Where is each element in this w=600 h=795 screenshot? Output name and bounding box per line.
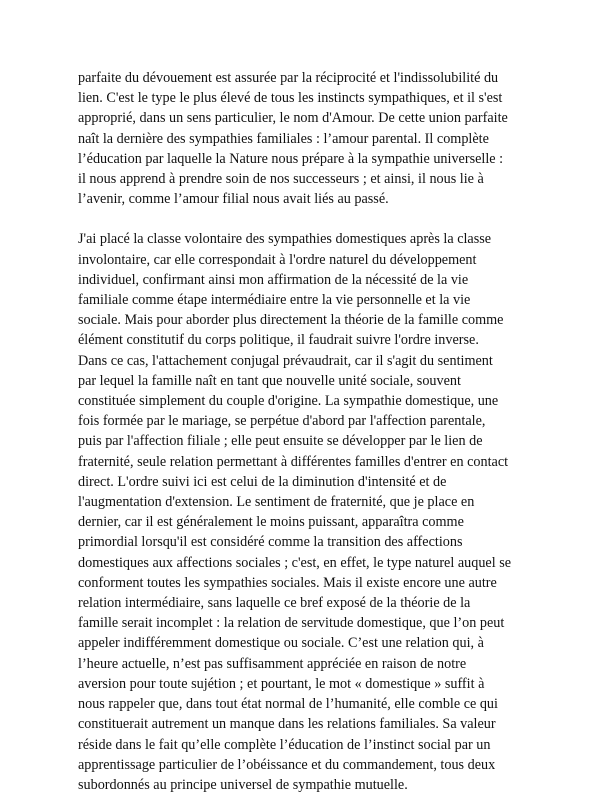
text-line: fois formée par le mariage, se perpétue d'abord par l'affection parentale, <box>78 413 486 430</box>
text-line: élément constitutif du corps politique, il faudrait suivre l'ordre inverse. <box>78 332 479 349</box>
text-line: constituerait autrement un manque dans les relations familiales. Sa valeur <box>78 716 496 733</box>
text-line: involontaire, car elle correspondait à l'ordre naturel du développement <box>78 251 477 268</box>
text-line: apprentissage particulier de l’obéissance et du commandement, tous deux <box>78 756 496 773</box>
text-line: famille serait incomplet : la relation de servitude domestique, que l’on peut <box>78 615 505 632</box>
text-line: primordial lorsqu'il est considéré comme la transition des affections <box>78 534 463 551</box>
text-line: appeler indifféremment domestique ou sociale. C’est une relation qui, à <box>78 635 484 652</box>
text-line: naît la dernière des sympathies familiales : l’amour parental. Il complète <box>78 130 489 147</box>
text-line: parfaite du dévouement est assurée par la réciprocité et l'indissolubilité du <box>78 70 499 86</box>
text-line: subordonnés au principe universel de sympathie mutuelle. <box>78 776 408 793</box>
text-line: par lequel la famille naît en tant que nouvelle unité sociale, souvent <box>78 372 461 389</box>
text-line: aversion pour toute sujétion ; et pourtant, le mot « domestique » suffit à <box>78 675 485 692</box>
paragraph-1 <box>78 68 528 209</box>
text-line: l’éducation par laquelle la Nature nous prépare à la sympathie universelle : <box>78 150 504 167</box>
text-line: l’heure actuelle, n’est pas suffisamment appréciée en raison de notre <box>78 655 467 672</box>
text-line: approprié, dans un sens particulier, le nom d'Amour. De cette union parfaite <box>78 110 508 127</box>
text-line: dernier, car il est généralement le moins puissant, apparaîtra comme <box>78 514 464 531</box>
text-line: Dans ce cas, l'attachement conjugal prévaudrait, car il s'agit du sentiment <box>78 352 493 369</box>
paragraph-spacer <box>78 209 528 229</box>
text-line: familiale comme étape intermédiaire entre la vie personnelle et la vie <box>78 292 471 309</box>
document-page <box>78 68 528 795</box>
text-line: nous rappeler que, dans tout état normal de l’humanité, elle comble ce qui <box>78 696 498 713</box>
text-line: lien. C'est le type le plus élevé de tous les instincts sympathiques, et il s'est <box>78 90 503 107</box>
text-line: relation intermédiaire, sans laquelle ce bref exposé de la théorie de la <box>78 595 471 612</box>
text-line: conforment toutes les sympathies sociales. Mais il existe encore une autre <box>78 574 497 591</box>
text-line: J'ai placé la classe volontaire des sympathies domestiques après la classe <box>78 231 492 248</box>
paragraph-2 <box>78 229 528 795</box>
text-line: il nous apprend à prendre soin de nos successeurs ; et ainsi, il nous lie à <box>78 171 484 188</box>
text-line: l’avenir, comme l’amour filial nous avait liés au passé. <box>78 191 389 208</box>
text-line: puis par l'affection filiale ; elle peut ensuite se développer par le lien de <box>78 433 483 450</box>
text-line: l'augmentation d'extension. Le sentiment de fraternité, que je place en <box>78 494 475 511</box>
text-line: sociale. Mais pour aborder plus directement la théorie de la famille comme <box>78 312 504 329</box>
text-line: direct. L'ordre suivi ici est celui de la diminution d'intensité et de <box>78 473 447 490</box>
text-line: domestiques aux affections sociales ; c'est, en effet, le type naturel auquel se <box>78 554 512 571</box>
text-line: constituée simplement du couple d'origine. La sympathie domestique, une <box>78 393 499 410</box>
text-line: fraternité, seule relation permettant à différentes familles d'entrer en contact <box>78 453 509 470</box>
text-line: individuel, confirmant ainsi mon affirmation de la nécessité de la vie <box>78 271 469 288</box>
text-line: réside dans le fait qu’elle complète l’éducation de l’instinct social par un <box>78 736 491 753</box>
